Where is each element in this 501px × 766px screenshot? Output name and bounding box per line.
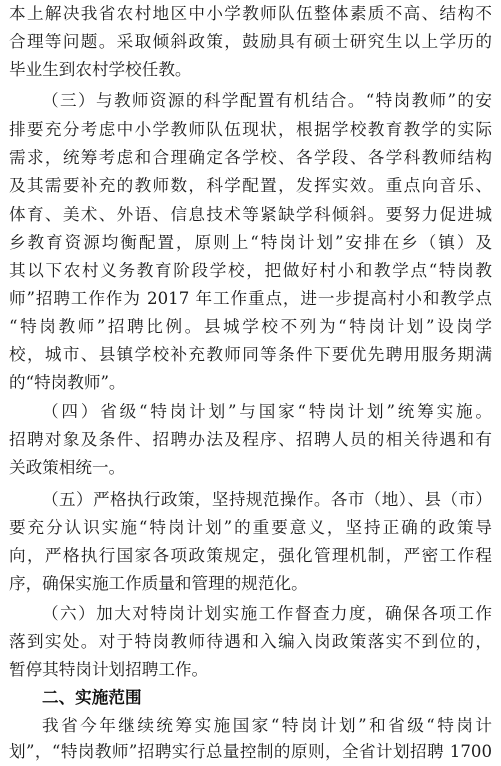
paragraph-start-line: （四）省级“特岗计划”与国家“特岗计划”统筹实施。 [42, 402, 492, 421]
text-line: 本上解决我省农村地区中小学教师队伍整体素质不高、结构不 [9, 4, 492, 23]
paragraph-start-line: （三）与教师资源的科学配置有机结合。“特岗教师”的安 [42, 91, 492, 110]
text-line: 需求，统筹考虑和合理确定各学校、各学段、各学科教师结构 [9, 148, 492, 167]
text-line: 毕业生到农村学校任教。 [9, 60, 192, 79]
text-line: 及其需要补充的教师数，科学配置，发挥实效。重点向音乐、 [9, 176, 492, 195]
paragraph-start-line: （六）加大对特岗计划实施工作督查力度，确保各项工作 [42, 604, 492, 623]
text-line: 落到实处。对于特岗教师待遇和入编入岗政策落实不到位的， [9, 632, 492, 651]
text-line: 校，城市、县镇学校补充教师同等条件下要优先聘用服务期满 [9, 345, 492, 364]
text-line: 师”招聘工作作为 2017 年工作重点，进一步提高村小和教学点 [9, 289, 492, 308]
text-line: 乡教育资源均衡配置，原则上“特岗计划”安排在乡（镇）及 [9, 233, 492, 252]
text-line: 要充分认识实施“特岗计划”的重要意义，坚持正确的政策导 [9, 518, 492, 537]
section-heading: 二、实施范围 [42, 688, 142, 707]
text-line: 向，严格执行国家各项政策规定，强化管理机制，严密工作程 [9, 546, 492, 565]
paragraph-start-line: 我省今年继续统筹实施国家“特岗计划”和省级“特岗计 [42, 716, 492, 735]
text-line: 序，确保实施工作质量和管理的规范化。 [9, 574, 308, 593]
paragraph-start-line: （五）严格执行政策，坚持规范操作。各市（地）、县（市） [42, 490, 492, 509]
text-line: 暂停其特岗计划招聘工作。 [9, 660, 209, 679]
text-line: 关政策相统一。 [9, 458, 126, 477]
text-line: 排要充分考虑中小学教师队伍现状，根据学校教育教学的实际 [9, 120, 492, 139]
text-line: 合理等问题。采取倾斜政策，鼓励具有硕士研究生以上学历的 [9, 32, 492, 51]
text-line: 体育、美术、外语、信息技术等紧缺学科倾斜。要努力促进城 [9, 205, 492, 224]
text-line: 划”，“特岗教师”招聘实行总量控制的原则，全省计划招聘 1700 [9, 742, 492, 761]
text-line: 的“特岗教师”。 [9, 373, 126, 392]
text-line: 招聘对象及条件、招聘办法及程序、招聘人员的相关待遇和有 [9, 430, 492, 449]
text-line: 其以下农村义务教育阶段学校，把做好村小和教学点“特岗教 [9, 261, 492, 280]
text-line: “特岗教师”招聘比例。县城学校不列为“特岗计划”设岗学 [9, 317, 492, 336]
